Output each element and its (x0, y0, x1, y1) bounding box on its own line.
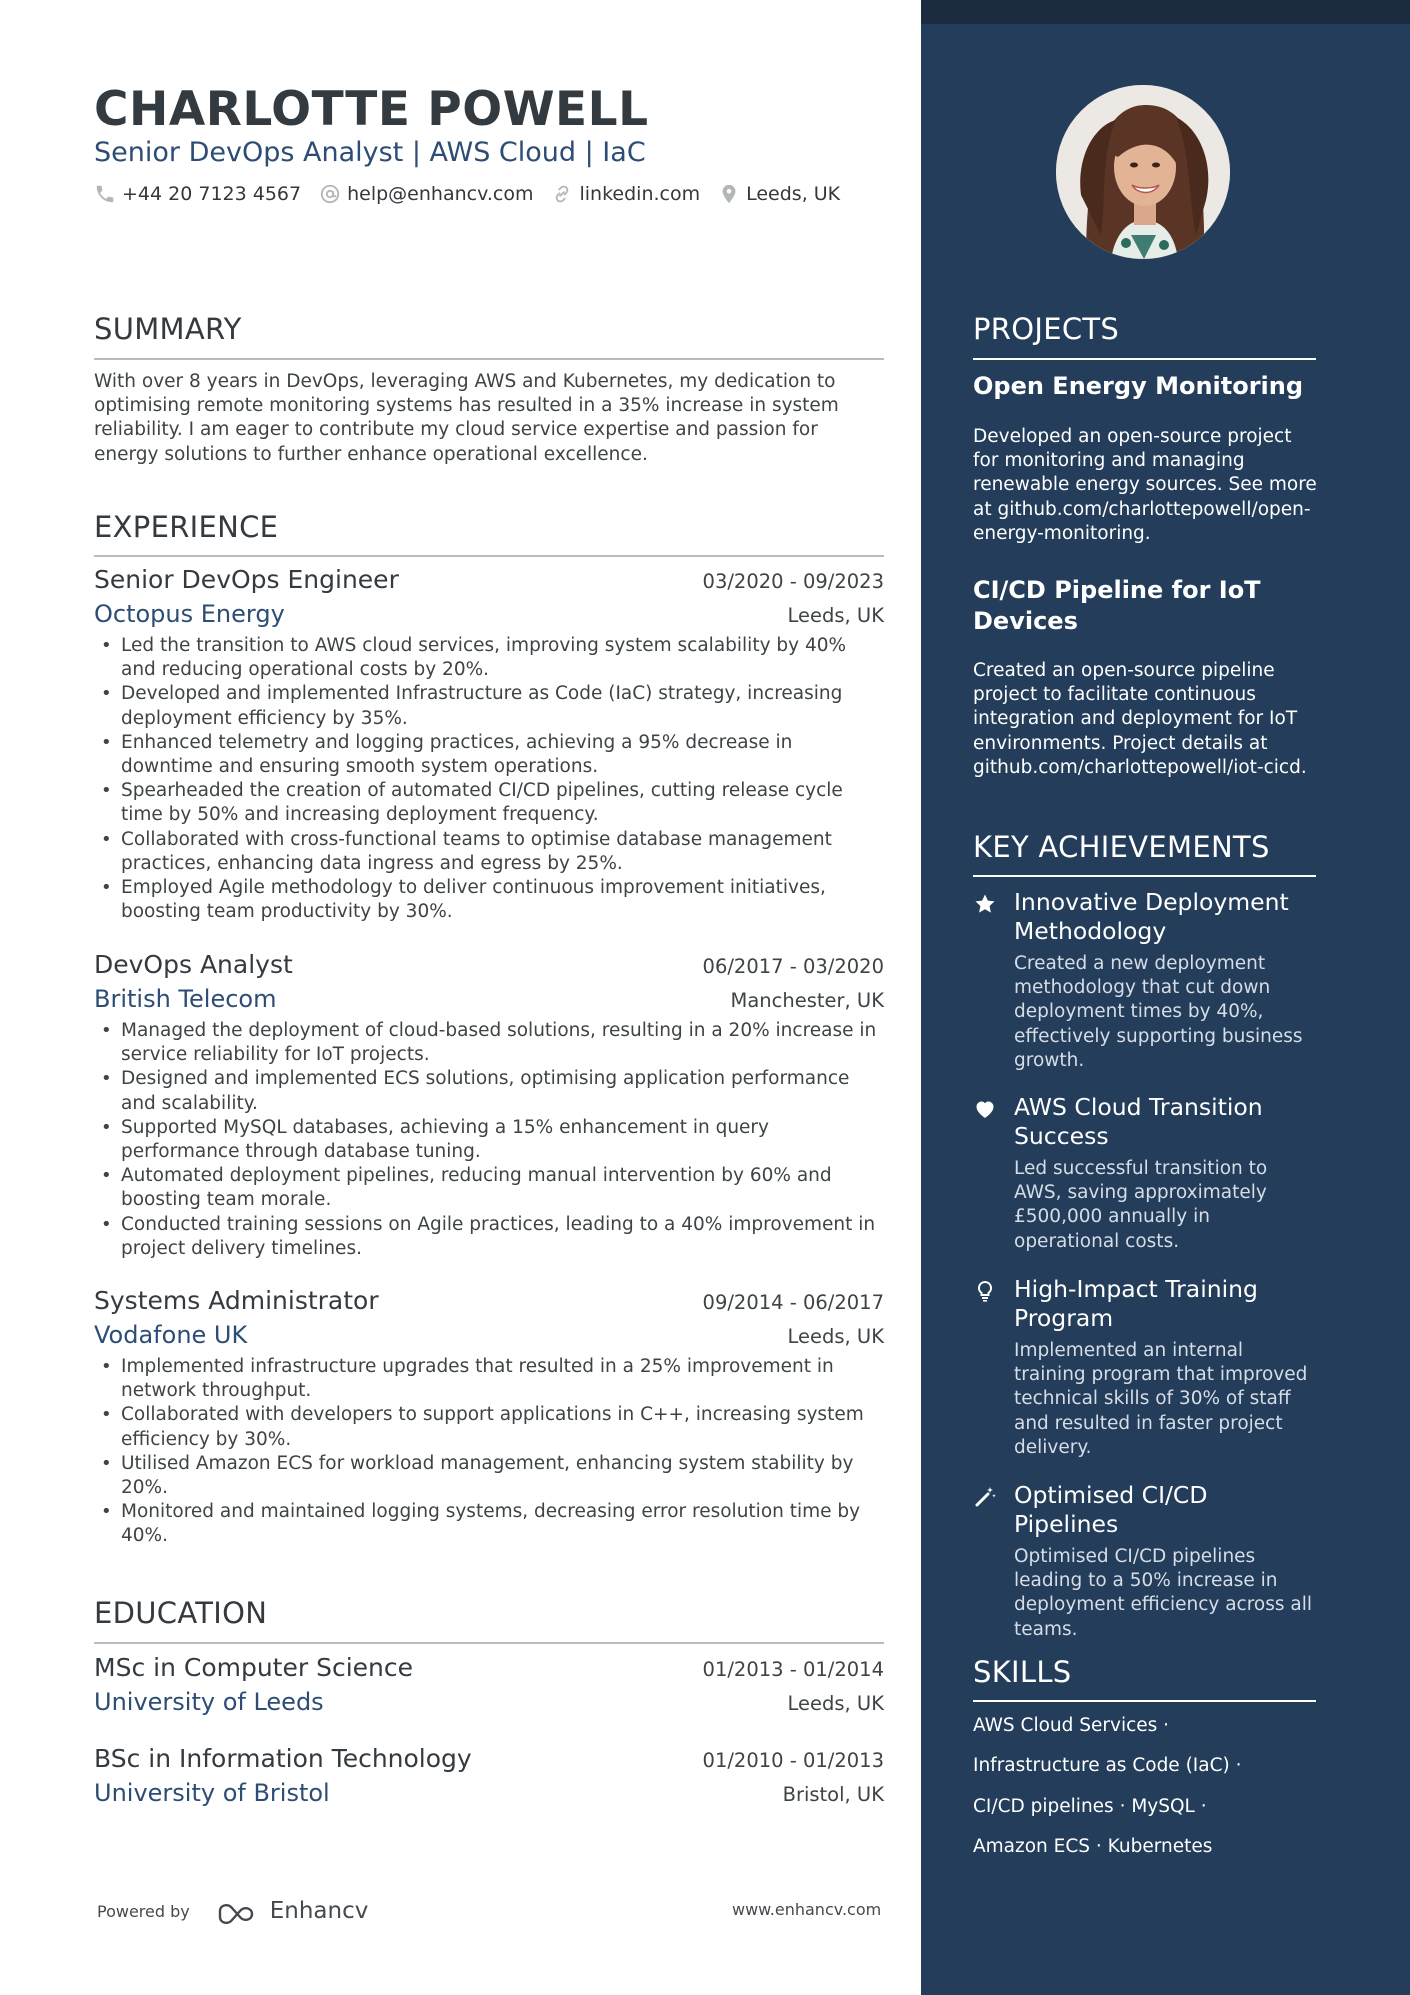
portrait-image (1056, 85, 1230, 259)
bullet-item: • Implemented infrastructure upgrades that resulted in a 25% improvement in network throughput. (94, 1355, 884, 1403)
degree-title: MSc in Computer Science (94, 1653, 414, 1682)
contact-row (94, 183, 858, 205)
powered-by-label: Powered by (97, 1901, 190, 1921)
bullet-item: • Enhanced telemetry and logging practices, achieving a 95% decrease in downtime and ensuring smooth system operations. (94, 731, 884, 779)
job-bullets (94, 1355, 884, 1549)
job-location: Leeds, UK (787, 1325, 884, 1348)
job-dates: 03/2020 - 09/2023 (702, 570, 884, 593)
project-title: Open Energy Monitoring (973, 372, 1304, 400)
projects-divider (973, 358, 1316, 360)
experience-entry (94, 1286, 884, 1549)
bullet-item: • Designed and implemented ECS solutions, optimising application performance and scalability. (94, 1067, 884, 1115)
link-icon (551, 183, 573, 205)
company-name: British Telecom (94, 985, 277, 1013)
bullet-item: • Monitored and maintained logging systems, decreasing error resolution time by 40%. (94, 1500, 884, 1548)
skills-divider (973, 1700, 1316, 1702)
phone-icon (94, 183, 116, 205)
experience-entry (94, 565, 884, 924)
bullet-item: • Developed and implemented Infrastructure as Code (IaC) strategy, increasing deployment efficiency by 35%. (94, 682, 884, 730)
company-name: Vodafone UK (94, 1321, 248, 1349)
star-icon (973, 892, 997, 916)
job-location: Manchester, UK (730, 989, 884, 1012)
skill-line: AWS Cloud Services · (973, 1715, 1170, 1736)
job-bullets (94, 634, 884, 924)
bullet-item: • Managed the deployment of cloud-based solutions, resulting in a 20% increase in service reliability for IoT projects. (94, 1019, 884, 1067)
skill-line: CI/CD pipelines · MySQL · (973, 1796, 1207, 1817)
degree-dates: 01/2013 - 01/2014 (702, 1658, 884, 1681)
achievement-description: Created a new deployment methodology that cut down deployment times by 40%, effectively supporting business growth. (1014, 953, 1303, 1071)
bullet-item: • Conducted training sessions on Agile practices, leading to a 40% improvement in project delivery timelines. (94, 1213, 884, 1261)
contact-email[interactable] (319, 183, 533, 205)
school-name: University of Bristol (94, 1779, 330, 1807)
experience-entry (94, 950, 884, 1261)
enhancv-logo-icon (216, 1898, 264, 1924)
linkedin-text: linkedin.com (579, 183, 701, 205)
lightbulb-icon (973, 1279, 997, 1303)
phone-text: +44 20 7123 4567 (122, 183, 302, 205)
achievement-item (973, 888, 1318, 1073)
school-location: Bristol, UK (782, 1783, 884, 1806)
candidate-headline: Senior DevOps Analyst | AWS Cloud | IaC (94, 137, 646, 168)
achievements-heading: KEY ACHIEVEMENTS (973, 830, 1270, 864)
summary-text: With over 8 years in DevOps, leveraging AWS and Kubernetes, my dedication to optimising remote monitoring systems has resulted in a 35% increase in system reliability. I am eager to contribute my cloud service expertise and passion for energy solutions to further enhance operational excellence. (94, 371, 839, 465)
education-divider (94, 1642, 884, 1644)
contact-phone[interactable] (94, 183, 301, 205)
job-dates: 06/2017 - 03/2020 (702, 955, 884, 978)
location-pin-icon (718, 183, 740, 205)
school-name: University of Leeds (94, 1688, 324, 1716)
at-icon (319, 183, 341, 205)
bullet-item: • Collaborated with developers to support applications in C++, increasing system efficiency by 30%. (94, 1403, 884, 1451)
project-description: Created an open-source pipeline project to facilitate continuous integration and deployment for IoT environments. Project details at github.com/charlottepowell/iot-cicd. (973, 660, 1307, 778)
bullet-item: • Automated deployment pipelines, reducing manual intervention by 60% and boosting team morale. (94, 1164, 884, 1212)
bullet-item: • Utilised Amazon ECS for workload management, enhancing system stability by 20%. (94, 1452, 884, 1500)
bullet-item: • Employed Agile methodology to deliver continuous improvement initiatives, boosting team productivity by 30%. (94, 876, 884, 924)
degree-dates: 01/2010 - 01/2013 (702, 1749, 884, 1772)
bullet-item: • Collaborated with cross-functional teams to optimise database management practices, enhancing data ingress and egress by 25%. (94, 828, 884, 876)
school-location: Leeds, UK (787, 1692, 884, 1715)
degree-title: BSc in Information Technology (94, 1744, 472, 1773)
bullet-item: • Supported MySQL databases, achieving a 15% enhancement in query performance through database tuning. (94, 1116, 884, 1164)
profile-photo (1056, 85, 1230, 259)
experience-heading: EXPERIENCE (94, 510, 279, 544)
heart-icon (973, 1097, 997, 1121)
education-entry (94, 1744, 884, 1807)
projects-heading: PROJECTS (973, 312, 1120, 346)
achievement-title: Innovative Deployment Methodology (1014, 888, 1289, 945)
skill-line: Infrastructure as Code (IaC) · (973, 1755, 1242, 1776)
bullet-item: • Spearheaded the creation of automated CI/CD pipelines, cutting release cycle time by 50% and increasing deployment frequency. (94, 779, 884, 827)
candidate-name: CHARLOTTE POWELL (94, 82, 649, 137)
footer-url[interactable]: www.enhancv.com (732, 1900, 882, 1919)
contact-location (718, 183, 840, 205)
contact-linkedin[interactable] (551, 183, 700, 205)
achievement-title: AWS Cloud Transition Success (1014, 1093, 1263, 1150)
enhancv-brand: Enhancv (269, 1898, 369, 1924)
project-title: CI/CD Pipeline for IoT Devices (973, 576, 1261, 635)
achievement-item (973, 1275, 1318, 1460)
achievement-item (973, 1093, 1318, 1254)
education-entry (94, 1653, 884, 1716)
bullet-item: • Led the transition to AWS cloud services, improving system scalability by 40% and reducing operational costs by 20%. (94, 634, 884, 682)
job-title: DevOps Analyst (94, 950, 293, 979)
achievement-description: Implemented an internal training program that improved technical skills of 30% of staff and resulted in faster project delivery. (1014, 1340, 1308, 1458)
experience-divider (94, 555, 884, 557)
email-text: help@enhancv.com (347, 183, 534, 205)
job-title: Systems Administrator (94, 1286, 379, 1315)
job-dates: 09/2014 - 06/2017 (702, 1291, 884, 1314)
achievement-item (973, 1481, 1318, 1642)
job-title: Senior DevOps Engineer (94, 565, 399, 594)
achievement-description: Led successful transition to AWS, saving approximately £500,000 annually in operational costs. (1014, 1158, 1268, 1252)
location-text: Leeds, UK (746, 183, 841, 205)
skills-heading: SKILLS (973, 1655, 1072, 1689)
enhancv-logo[interactable] (216, 1898, 369, 1924)
skill-line: Amazon ECS · Kubernetes (973, 1836, 1213, 1857)
job-location: Leeds, UK (787, 604, 884, 627)
achievement-title: Optimised CI/CD Pipelines (1014, 1481, 1208, 1538)
achievement-description: Optimised CI/CD pipelines leading to a 50% increase in deployment efficiency across all teams. (1014, 1546, 1313, 1640)
company-name: Octopus Energy (94, 600, 285, 628)
magic-wand-icon (973, 1485, 997, 1509)
education-heading: EDUCATION (94, 1596, 268, 1630)
summary-divider (94, 358, 884, 360)
job-bullets (94, 1019, 884, 1261)
sidebar-top-bar (921, 0, 1410, 24)
summary-heading: SUMMARY (94, 312, 242, 346)
project-description: Developed an open-source project for monitoring and managing renewable energy sources. See more at github.com/charlottepowell/open-energy-monitoring. (973, 426, 1317, 544)
achievement-title: High-Impact Training Program (1014, 1275, 1258, 1332)
achievements-divider (973, 875, 1316, 877)
powered-by (97, 1898, 368, 1924)
